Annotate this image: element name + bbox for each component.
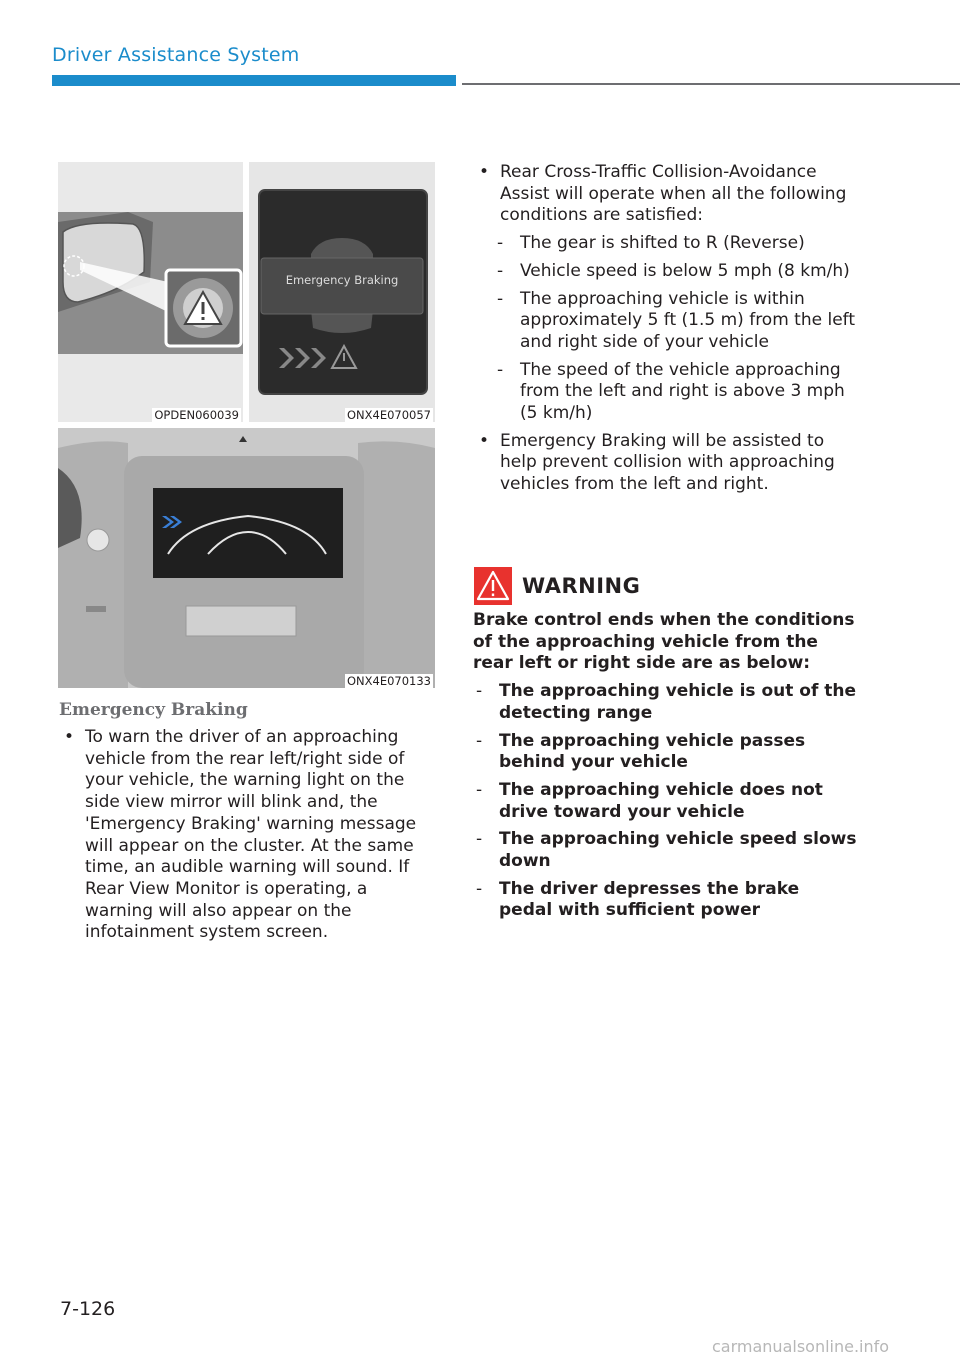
list-item: - The driver depresses the brake pedal with sufficient power — [476, 878, 800, 921]
list-item: - The approaching vehicle is out of the detecting range — [476, 681, 857, 723]
list-item: - The approaching vehicle is within approximately 5 ft (1.5 m) from the left and right side of your vehicle — [497, 288, 856, 352]
section-heading: Emergency Braking — [59, 700, 248, 720]
condition-list — [475, 233, 855, 425]
right-bullet-list — [475, 162, 855, 496]
left-bullet-list — [60, 727, 430, 944]
warning-icon — [474, 567, 512, 605]
list-item: - The approaching vehicle speed slows down — [476, 829, 857, 872]
mirror-figure — [58, 162, 243, 422]
infotainment-illustration — [58, 428, 435, 688]
infotainment-figure — [58, 428, 435, 688]
figure-code: ONX4E070133 — [346, 674, 431, 688]
list-item: • Emergency Braking will be assisted to help prevent collision with approaching vehicles from the left and right. — [479, 430, 835, 495]
page-number: 7-126 — [60, 1298, 116, 1320]
bullet-icon: • — [479, 162, 490, 182]
list-item: • Rear Cross-Traffic Collision-Avoidance Assist will operate when all the following conditions are satisfied: - The gear is shifted to R (Reverse) - Vehicle speed is below 5 mph (8 km/h) - The approaching vehicle is within approximately 5 ft (1.5 m) from the left and right side of your vehicle - The speed of the vehicle approaching from the left and right is above 3 mph (5 km/h) — [475, 162, 855, 425]
warning-body — [473, 610, 858, 928]
watermark: carmanualsonline.info — [712, 1337, 890, 1356]
header-rule — [462, 83, 960, 85]
warning-title: WARNING — [522, 574, 641, 598]
list-item: - The speed of the vehicle approaching from the left and right is above 3 mph (5 km/h) — [497, 359, 845, 424]
bullet-icon: • — [64, 727, 75, 747]
figure-code: OPDEN060039 — [154, 408, 239, 422]
bullet-icon: • — [479, 430, 490, 451]
list-item: - The gear is shifted to R (Reverse) — [497, 233, 805, 254]
cluster-message: Emergency Braking — [285, 273, 399, 287]
header-accent-bar — [52, 75, 456, 86]
warning-intro: Brake control ends when the conditions of the approaching vehicle from the rear left or right side are as below: — [473, 610, 855, 674]
figure-code: ONX4E070057 — [346, 408, 431, 422]
list-item: - Vehicle speed is below 5 mph (8 km/h) — [497, 260, 850, 281]
list-item: - The approaching vehicle passes behind your vehicle — [476, 730, 806, 773]
list-item: • To warn the driver of an approaching vehicle from the rear left/right side of your vehicle, the warning light on the side view mirror will blink and, the 'Emergency Braking' warning message will appear on the cluster. At the same time, an audible warning will sound. If Rear View Monitor is operating, a warning will also appear on the infotainment system screen. — [64, 727, 417, 943]
cluster-figure — [249, 162, 435, 422]
list-item: - The approaching vehicle does not drive toward your vehicle — [476, 779, 823, 822]
section-title: Driver Assistance System — [52, 44, 300, 66]
cluster-illustration — [249, 162, 435, 422]
warning-triangle-icon — [183, 290, 223, 326]
warning-header — [474, 566, 640, 606]
